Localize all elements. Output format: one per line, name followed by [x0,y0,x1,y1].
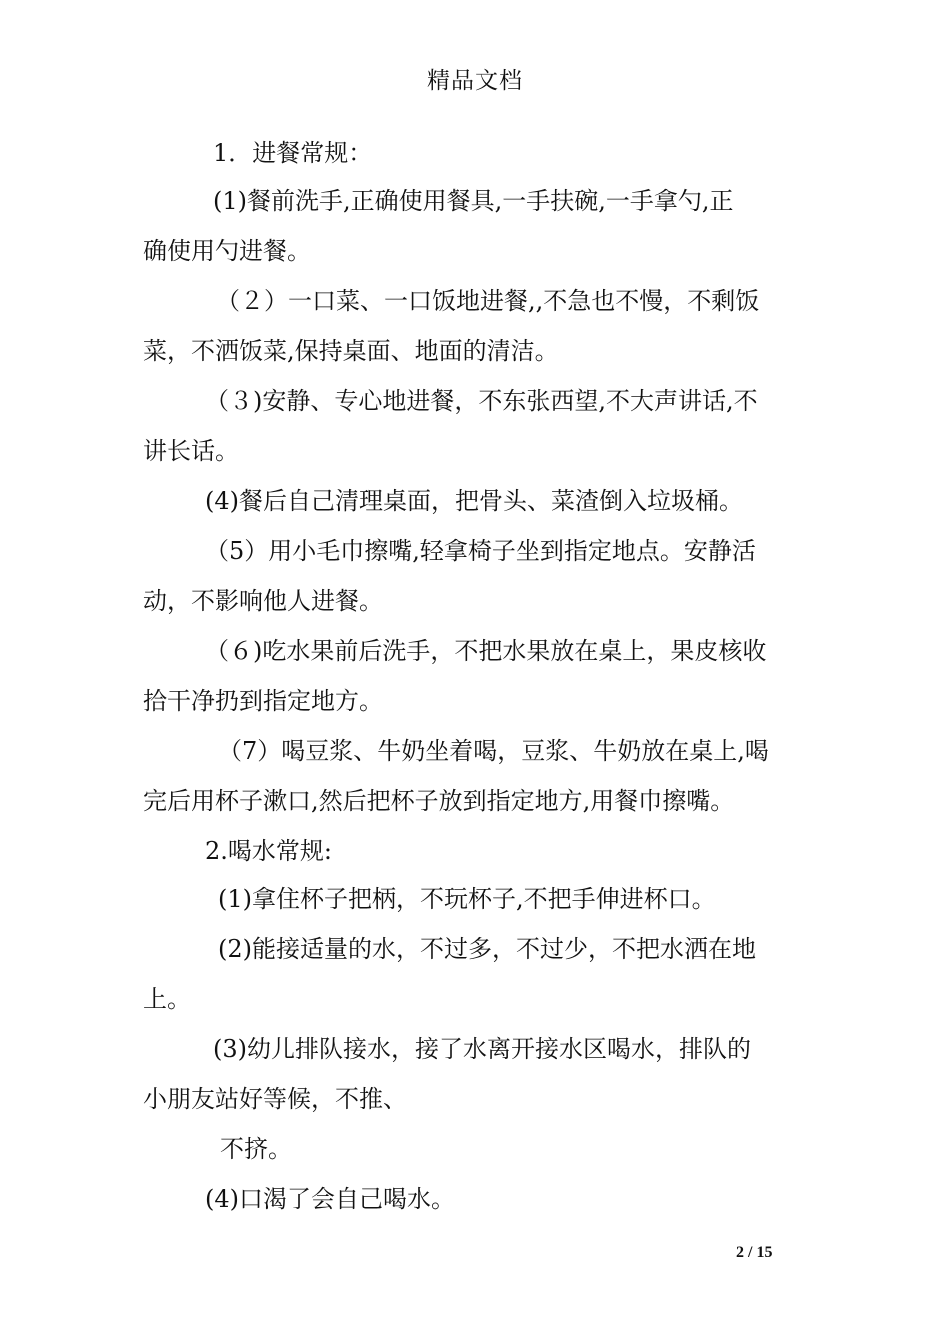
paragraph-line: 1．进餐常规： [213,139,373,167]
paragraph-line: (1)餐前洗手,正确使用餐具,一手扶碗,一手拿勺,正 [213,187,734,215]
paragraph-line: 动，不影响他人进餐。 [143,587,383,615]
paragraph-line: 拾干净扔到指定地方。 [143,687,383,715]
paragraph-line: 完后用杯子漱口,然后把杯子放到指定地方,用餐巾擦嘴。 [143,787,735,815]
paragraph-line: (4)餐后自己清理桌面，把骨头、菜渣倒入垃圾桶。 [205,487,743,515]
section-heading: 2.喝水常规: [205,837,332,865]
page-number: 2 / 15 [736,1244,773,1261]
paragraph-line: （5）用小毛巾擦嘴,轻拿椅子坐到指定地点。安静活 [205,537,756,565]
paragraph-line: （６)吃水果前后洗手，不把水果放在桌上，果皮核收 [205,637,767,665]
paragraph-line: (4)口渴了会自己喝水。 [205,1185,455,1213]
paragraph-line: 确使用勺进餐。 [143,237,311,265]
paragraph-line: 上。 [143,985,191,1013]
paragraph-line: （２）一口菜、一口饭地进餐,,不急也不慢，不剩饭 [216,287,760,315]
paragraph-line: 小朋友站好等候，不推、 [143,1085,407,1113]
paragraph-line: (2)能接适量的水，不过多，不过少，不把水洒在地 [218,935,756,963]
paragraph-line: （7）喝豆浆、牛奶坐着喝，豆浆、牛奶放在桌上,喝 [218,737,769,765]
paragraph-line: (1)拿住杯子把柄，不玩杯子,不把手伸进杯口。 [218,885,716,913]
paragraph-line: (3)幼儿排队接水，接了水离开接水区喝水，排队的 [213,1035,751,1063]
page-header-title: 精品文档 [427,68,523,94]
paragraph-line: （３)安静、专心地进餐，不东张西望,不大声讲话,不 [205,387,758,415]
paragraph-line: 讲长话。 [143,437,239,465]
paragraph-line: 不挤。 [220,1135,292,1163]
paragraph-line: 菜，不洒饭菜,保持桌面、地面的清洁。 [143,337,559,365]
